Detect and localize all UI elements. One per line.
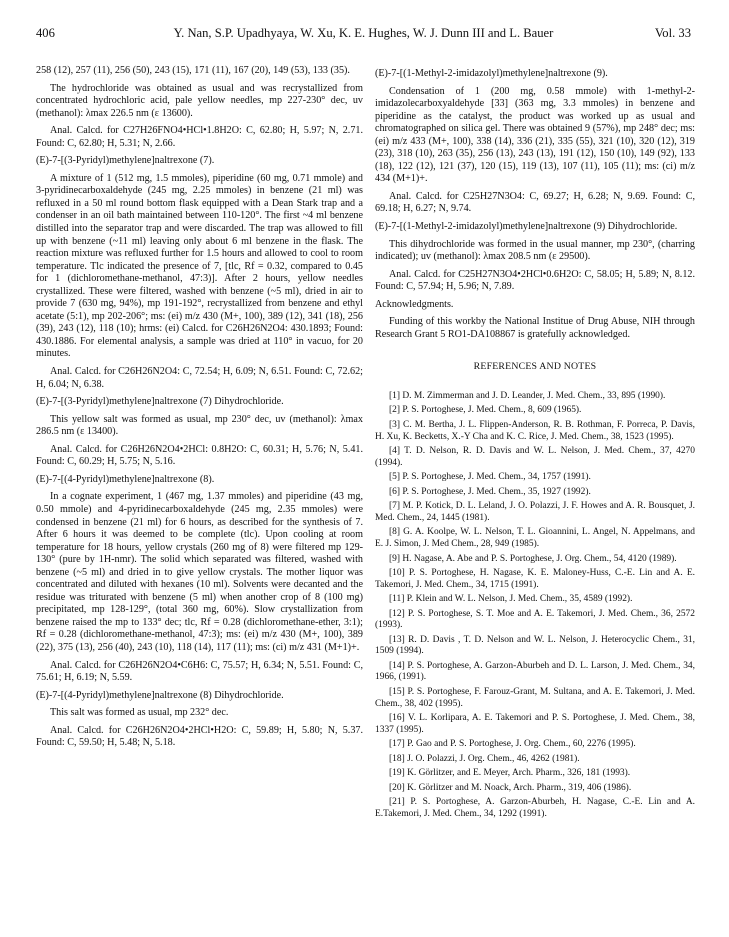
reference-item: [17] P. Gao and P. S. Portoghese, J. Org. Chem., 60, 2276 (1995).	[389, 739, 636, 750]
paragraph: In a cognate experiment, 1 (467 mg, 1.37 mmoles) and piperidine (43 mg, 0.50 mmole) and 4-pyridinecarboxaldehyde (245 mg, 2.35 mmoles) were condensed in benzene (21 ml) for 6 hours, as described for the synthesis of 7. After 6 hours it was deemed to be complete (tlc). Upon cooling at room temperature for 18 hours, yellow crystals (260 mg of 8) were filtered mp 129-130° (pure by 1H-nmr). The solid which separated was filtered, washed with benzene (~5 ml) and dried in to give yellow crystals. The mother liquor was concentrated and diluted with hexanes (10 ml). Solvents were decanted and the residue was triturated with benzene (5 ml) when another crop of 8 (100 mg) precipitated, mp 128-129°, (total 360 mg, 60%). Slow crystallization from benzene raised the mp to 133° dec; tlc, Rf = 0.28 (dichloromethane-ether, 3:1); Rf = 0.28 (dichloromethane-methanol, 47:3); ms: (ei) m/z 430 (M+, 100), 389 (22), 375 (13), 256 (40), 243 (10), 118 (14), 117 (11); ms: (ci) m/z 431 (M+1)+.	[36, 491, 363, 653]
section-heading: (E)-7-[(3-Pyridyl)methylene]naltrexone (7) Dihydrochloride.	[36, 396, 284, 408]
paragraph: Anal. Calcd. for C26H26N2O4•2HCl•H2O: C, 59.89; H, 5.80; N, 5.37. Found: C, 59.50; H, 5.48; N, 5.18.	[36, 724, 363, 749]
paragraph: Condensation of 1 (200 mg, 0.58 mmole) with 1-methyl-2-imidazolecarboxyaldehyde [33] (363 mg, 3.3 mmoles) in benzene and piperidine as the catalyst, the product was worked up as usual and chromatographed on silica gel. There was obtained 9 (57%), mp 248° dec; ms: (ei) m/z 433 (M+, 100), 338 (14), 336 (21), 335 (55), 321 (10), 320 (12), 319 (23), 318 (10), 263 (35), 256 (13), 243 (13), 191 (12), 150 (10), 149 (92), 133 (18), 122 (12), 121 (37), 120 (15), 119 (13), 107 (11), 105 (11); ms: (ci) m/z 434 (M+1)+.	[375, 85, 695, 185]
reference-item: [8] G. A. Koolpe, W. L. Nelson, T. L. Gioannini, L. Angel, N. Appelmans, and E. J. Simon, J. Med Chem., 28, 949 (1985).	[375, 527, 695, 549]
reference-item: [5] P. S. Portoghese, J. Med. Chem., 34, 1757 (1991).	[389, 472, 591, 483]
paragraph: Anal. Calcd. for C26H26N2O4: C, 72.54; H, 6.09; N, 6.51. Found: C, 72.62; H, 6.04; N, 6.38.	[36, 366, 363, 390]
page-number: 406	[36, 26, 55, 40]
left-column	[36, 65, 363, 755]
reference-item: [3] C. M. Bertha, J. L. Flippen-Anderson, R. B. Rothman, F. Porreca, P. Davis, H. Xu, K. Becketts, X.-Y Cha and K. C. Rice, J. Med. Chem., 38, 1523 (1995).	[375, 420, 695, 442]
reference-item: [7] M. P. Kotick, D. L. Leland, J. O. Polazzi, J. F. Howes and A. R. Bousquet, J. Med. Chem., 24, 1445 (1981).	[375, 501, 695, 523]
section-heading: (E)-7-[(4-Pyridyl)methylene]naltrexone (8).	[36, 473, 215, 485]
reference-item: [12] P. S. Portoghese, S. T. Moe and A. E. Takemori, J. Med. Chem., 36, 2572 (1993).	[375, 608, 695, 631]
section-heading: (E)-7-[(1-Methyl-2-imidazolyl)methylene]naltrexone (9) Dihydrochloride.	[375, 221, 678, 233]
paragraph: This dihydrochloride was formed in the usual manner, mp 230°, (charring indicated); uv (methanol): λmax 208.5 nm (ε 29500).	[375, 238, 695, 263]
paragraph: Funding of this workby the National Institue of Drug Abuse, NIH through Research Grant 5 RO1-DA108867 is gratefully acknowledged.	[375, 316, 695, 340]
reference-item: [1] D. M. Zimmerman and J. D. Leander, J. Med. Chem., 33, 895 (1990).	[389, 390, 666, 401]
reference-item: [18] J. O. Polazzi, J. Org. Chem., 46, 4262 (1981).	[389, 753, 580, 764]
paragraph: 258 (12), 257 (11), 256 (50), 243 (15), 171 (11), 167 (20), 149 (53), 133 (35).	[36, 65, 350, 76]
paragraph: A mixture of 1 (512 mg, 1.5 mmoles), piperidine (60 mg, 0.71 mmole) and 3-pyridinecarboxaldehyde (245 mg, 2.25 mmoles) in benzene (21 ml) was refluxed in a 50 ml round bottom flask equipped with a Dean Stark trap and a condenser in an oil bath maintained between 110-120°. The first ~4 ml benzene distilled into the separator trap and were discarded. The trap was allowed to fill up with benzene (~11 ml) leaving only about 6 ml benzene in the flask. The reaction mixture was refluxed further for 1.5 hours and allowed to cool to room temperature. Tlc indicated the presence of 7, [tlc, Rf = 0.32, compared to 0.45 for 1 (dichloromethane-methanol, 47:3)]. After 2 hours, yellow needles crystallized. These were filtered, washed with benzene (~5 ml), dried in air to provide 7 (630 mg, 94%), mp 191-192°, recrystallized from benzene and ethyl acetate (5:1), mp 202-206°; ms: (ei) m/z 430 (M+, 100), 389 (12), 341 (18), 256 (39), 243 (12), 118 (10); hrms: (ei) Calcd. for C26H26N2O4: 430.1893; Found: 430.1886. For elemental analysis, a sample was dried at 110° in vacuo, for 20 minutes.	[36, 172, 363, 360]
paragraph: Anal. Calcd. for C26H26N2O4•C6H6: C, 75.57; H, 6.34; N, 5.51. Found: C, 75.61; H, 6.19; N, 5.59.	[36, 659, 363, 684]
volume-label: Vol. 33	[654, 26, 691, 40]
paragraph: The hydrochloride was obtained as usual and was recrystallized from concentrated hydrochloric acid, pale yellow needles, mp 227-230° dec, uv (methanol): λmax 226.5 nm (ε 13600).	[36, 82, 363, 119]
paragraph: Anal. Calcd. for C25H27N3O4•2HCl•0.6H2O: C, 58.05; H, 5.89; N, 8.12. Found: C, 57.94; H, 5.96; N, 7.89.	[375, 268, 695, 293]
reference-item: [6] P. S. Portoghese, J. Med. Chem., 35, 1927 (1992).	[389, 486, 591, 497]
paragraph: Anal. Calcd. for C27H26FNO4•HCl•1.8H2O: C, 62.80; H, 5.97; N, 2.71. Found: C, 62.80; H, 5.31; N, 2.66.	[36, 125, 363, 149]
section-heading: Acknowledgments.	[375, 298, 454, 310]
running-authors: Y. Nan, S.P. Upadhyaya, W. Xu, K. E. Hughes, W. J. Dunn III and L. Bauer	[173, 26, 554, 40]
right-column-text	[375, 68, 695, 341]
references-list	[375, 391, 695, 821]
paragraph: This yellow salt was formed as usual, mp 230° dec, uv (methanol): λmax 286.5 nm (ε 13400).	[36, 413, 363, 438]
right-column	[375, 65, 695, 823]
paragraph: This salt was formed as usual, mp 232° dec.	[50, 707, 229, 719]
reference-item: [4] T. D. Nelson, R. D. Davis and W. L. Nelson, J. Med. Chem., 37, 4270 (1994).	[375, 446, 695, 468]
references-heading: REFERENCES AND NOTES	[473, 361, 597, 373]
section-heading: (E)-7-[(3-Pyridyl)methylene]naltrexone (7).	[36, 155, 215, 167]
reference-item: [14] P. S. Portoghese, A. Garzon-Aburbeh and D. L. Larson, J. Med. Chem., 34, 1966, (1991).	[375, 660, 695, 683]
reference-item: [11] P. Klein and W. L. Nelson, J. Med. Chem., 35, 4589 (1992).	[389, 594, 633, 605]
reference-item: [16] V. L. Korlipara, A. E. Takemori and P. S. Portoghese, J. Med. Chem., 38, 1337 (1995).	[375, 713, 695, 735]
reference-item: [2] P. S. Portoghese, J. Med. Chem., 8, 609 (1965).	[389, 405, 582, 416]
reference-item: [15] P. S. Portoghese, F. Farouz-Grant, M. Sultana, and A. E. Takemori, J. Med. Chem., 38, 402 (1995).	[375, 686, 695, 709]
reference-item: [20] K. Görlitzer and M. Noack, Arch. Pharm., 319, 406 (1986).	[389, 782, 632, 793]
reference-item: [9] H. Nagase, A. Abe and P. S. Portoghese, J. Org. Chem., 54, 4120 (1989).	[389, 553, 677, 564]
reference-item: [13] R. D. Davis , T. D. Nelson and W. L. Nelson, J. Heterocyclic Chem., 31, 1509 (1994).	[375, 634, 695, 657]
running-header	[36, 26, 691, 44]
paragraph: Anal. Calcd. for C26H26N2O4•2HCl: 0.8H2O: C, 60.31; H, 5.76; N, 5.41. Found: C, 60.29; H, 5.75; N, 5.16.	[36, 443, 363, 468]
reference-item: [21] P. S. Portoghese, A. Garzon-Aburbeh, H. Nagase, C.-E. Lin and A. E.Takemori, J. Med. Chem., 34, 1292 (1991).	[375, 797, 695, 819]
reference-item: [10] P. S. Portoghese, H. Nagase, K. E. Maloney-Huss, C.-E. Lin and A. E. Takemori, J. Med. Chem., 34, 1715 (1991).	[375, 568, 695, 590]
paragraph: Anal. Calcd. for C25H27N3O4: C, 69.27; H, 6.28; N, 9.69. Found: C, 69.18; H, 6.27; N, 9.74.	[375, 190, 695, 215]
section-heading: (E)-7-[(1-Methyl-2-imidazolyl)methylene]naltrexone (9).	[375, 68, 608, 79]
section-heading: (E)-7-[(4-Pyridyl)methylene]naltrexone (8) Dihydrochloride.	[36, 689, 284, 701]
reference-item: [19] K. Görlitzer, and E. Meyer, Arch. Pharm., 326, 181 (1993).	[389, 768, 631, 779]
